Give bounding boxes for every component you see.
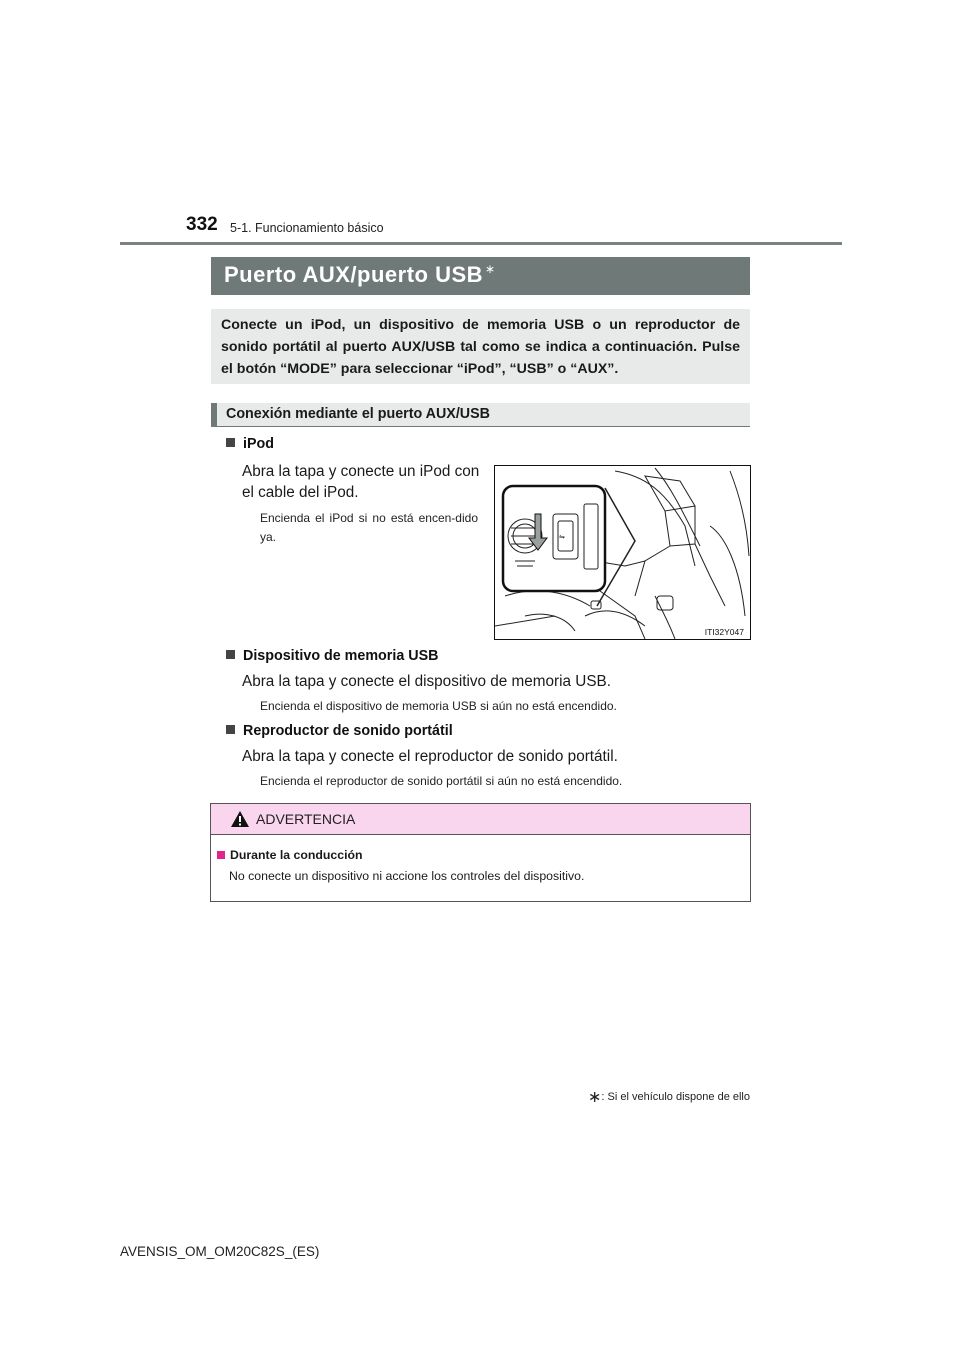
bullet-square-icon	[226, 725, 235, 734]
section-breadcrumb: 5-1. Funcionamiento básico	[230, 221, 384, 235]
item-player-body: Abra la tapa y conecte el reproductor de sonido portátil.	[242, 748, 618, 765]
item-ipod-body: Abra la tapa y conecte un iPod con el cable del iPod.	[242, 463, 480, 501]
intro-panel	[211, 309, 750, 384]
section-title: Conexión mediante el puerto AUX/USB	[226, 406, 490, 422]
console-drawing	[495, 466, 750, 639]
warning-body: No conecte un dispositivo ni accione los controles del dispositivo.	[229, 869, 585, 883]
item-usb-heading-text: Dispositivo de memoria USB	[243, 648, 439, 664]
item-ipod-heading-text: iPod	[243, 436, 274, 452]
title-footnote-marker: ∗	[485, 262, 496, 276]
item-usb-note: Encienda el dispositivo de memoria USB si aún no está encendido.	[260, 699, 617, 713]
item-player-heading-text: Reproductor de sonido portátil	[243, 723, 453, 739]
warning-box	[210, 803, 751, 902]
warning-subheading-text: Durante la conducción	[230, 848, 363, 862]
page-title-text: Puerto AUX/puerto USB	[224, 262, 484, 287]
item-player-heading	[226, 723, 453, 739]
item-player-note: Encienda el reproductor de sonido portátil si aún no está encendido.	[260, 774, 623, 788]
document-id: AVENSIS_OM_OM20C82S_(ES)	[120, 1244, 320, 1259]
bullet-square-icon	[226, 650, 235, 659]
footnote-marker: ∗	[587, 1089, 602, 1106]
footnote	[580, 1087, 750, 1107]
item-ipod-note: Encienda el iPod si no está encen-dido ya.	[260, 511, 478, 544]
warning-bullet-icon	[217, 851, 225, 859]
item-usb-body: Abra la tapa y conecte el dispositivo de memoria USB.	[242, 673, 612, 690]
header-divider	[120, 242, 842, 245]
item-ipod-heading	[226, 436, 274, 452]
svg-text:⇋: ⇋	[559, 534, 565, 541]
section-accent	[211, 403, 217, 426]
page-number: 332	[186, 214, 218, 235]
aux-usb-port-illustration	[494, 465, 751, 640]
warning-subheading	[217, 848, 363, 862]
title-banner	[211, 257, 750, 295]
intro-text: Conecte un iPod, un dispositivo de memoria USB o un reproductor de sonido portátil al puerto AUX/USB tal como se indica a continuación. Pulse el botón “MODE” para seleccionar “iPod”, “USB” o “AUX”.	[221, 317, 740, 377]
footnote-text: : Si el vehículo dispone de ello	[601, 1091, 750, 1103]
section-header	[211, 403, 750, 427]
page-title	[224, 262, 496, 288]
warning-title: ADVERTENCIA	[256, 811, 356, 827]
warning-header	[211, 804, 750, 835]
bullet-square-icon	[226, 438, 235, 447]
warning-triangle-icon	[230, 810, 250, 828]
illustration-code: ITI32Y047	[704, 627, 744, 637]
item-usb-heading	[226, 648, 438, 664]
